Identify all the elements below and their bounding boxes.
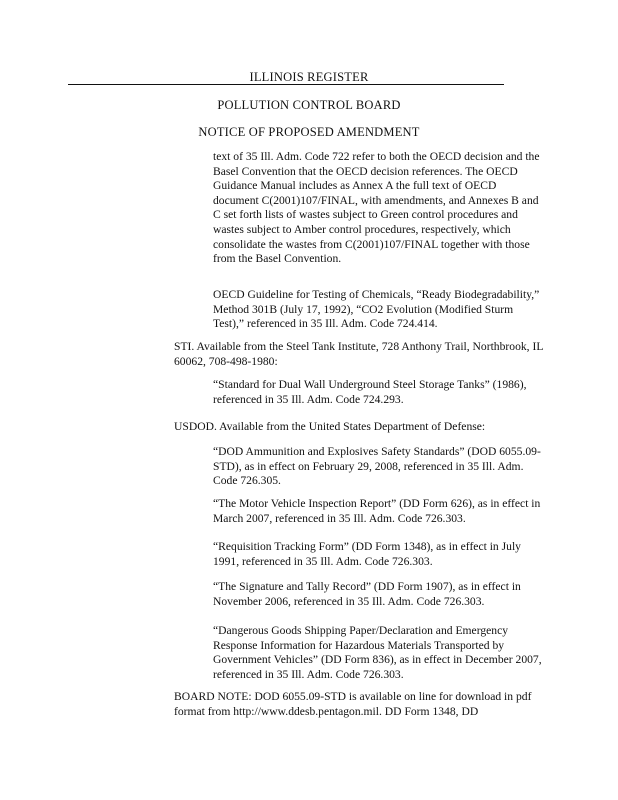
paragraph-sti: STI. Available from the Steel Tank Institute, 728 Anthony Trail, Northbrook, IL 60062, 708-498-1980:	[174, 340, 543, 368]
board-name: POLLUTION CONTROL BOARD	[217, 98, 401, 112]
paragraph-oecd-guideline: OECD Guideline for Testing of Chemicals, “Ready Biodegradability,” Method 301B (July 17, 1992), “CO2 Evolution (Modified Sturm Test),” referenced in 35 Ill. Adm. Code 724.414.	[213, 288, 540, 331]
paragraph-usdod: USDOD. Available from the United States Department of Defense:	[174, 420, 486, 433]
paragraph-dod-standards: “DOD Ammunition and Explosives Safety Standards” (DOD 6055.09-STD), as in effect on February 29, 2008, referenced in 35 Ill. Adm. Code 726.305.	[213, 445, 541, 488]
header-rule	[68, 84, 504, 85]
paragraph-dd-form-1907: “The Signature and Tally Record” (DD Form 1907), as in effect in November 2006, referenced in 35 Ill. Adm. Code 726.303.	[213, 580, 521, 608]
paragraph-dd-form-836: “Dangerous Goods Shipping Paper/Declaration and Emergency Response Information for Hazardous Materials Transported by Government Vehicles” (DD Form 836), as in effect in December 2007, referenced in 35 Ill. Adm. Code 726.303.	[213, 624, 542, 681]
notice-heading: NOTICE OF PROPOSED AMENDMENT	[198, 125, 420, 139]
paragraph-board-note: BOARD NOTE: DOD 6055.09-STD is available on line for download in pdf format from http://www.ddesb.pentagon.mil. DD Form 1348, DD	[174, 690, 532, 718]
paragraph-sti-standard: “Standard for Dual Wall Underground Steel Storage Tanks” (1986), referenced in 35 Ill. Adm. Code 724.293.	[213, 378, 527, 406]
paragraph-oecd-guidance: text of 35 Ill. Adm. Code 722 refer to both the OECD decision and the Basel Convention that the OECD decision references. The OECD Guidance Manual includes as Annex A the full text of OECD document C(2001)107/FINAL, with amendments, and Annexes B and C set forth lists of wastes subject to Green control procedures and wastes subject to Amber control procedures, respectively, which consolidate the wastes from C(2001)107/FINAL together with those from the Basel Convention.	[213, 150, 540, 266]
paragraph-dd-form-1348: “Requisition Tracking Form” (DD Form 1348), as in effect in July 1991, referenced in 35 Ill. Adm. Code 726.303.	[213, 540, 521, 568]
register-title: ILLINOIS REGISTER	[249, 70, 369, 84]
paragraph-dd-form-626: “The Motor Vehicle Inspection Report” (DD Form 626), as in effect in March 2007, referenced in 35 Ill. Adm. Code 726.303.	[213, 497, 541, 525]
